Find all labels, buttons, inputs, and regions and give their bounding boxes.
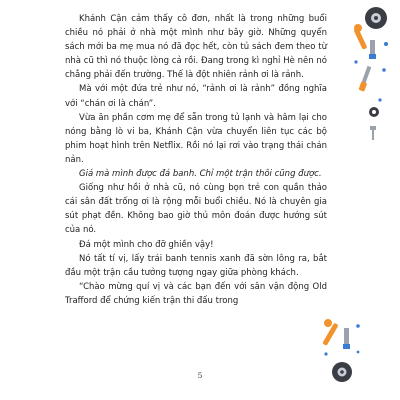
paragraph-2: Mà với một đứa trẻ như nó, “rảnh ơi là rảnh” đồng nghĩa với “chán ơi là chán”. xyxy=(65,84,327,109)
paragraph-6: Đá một mình cho đỡ ghiền vậy! xyxy=(79,239,214,250)
tools-decoration-top xyxy=(350,4,394,154)
bolt-icon xyxy=(370,126,376,140)
paragraph-1: Khánh Cận cảm thấy cô đơn, nhất là trong những buổi chiều nó phải ở nhà một mình như bây giờ. Những quyển sách mới ba mẹ mua nó đã đọc hết, còn tủ sách đem theo từ nhà cũ thì nó thuộc lòng cả rồi. Đang trong kì nghỉ Hè nên nó chẳng phải đến trường. Thế là đột nhiên rảnh ơi là rảnh. xyxy=(65,14,327,81)
paragraph-5: Giống như hồi ở nhà cũ, nó cùng bọn trẻ con quần thảo cái sân đất trống ơi là rộng mỗi buổi chiều. Nó là chuyên gia sút phạt đền. Không bao giờ thủ môn đoán được hướng sút của nó. xyxy=(65,183,327,236)
screwdriver-icon xyxy=(358,66,371,92)
paragraph-3: Vừa ăn phần cơm mẹ để sẵn trong tủ lạnh và hâm lại cho nóng bằng lò vi ba, Khánh Cận vừa chuyển liên tục các bộ phim hoạt hình trên Netflix. Rồi nó lại rơi vào trạng thái chán nản. xyxy=(65,112,327,165)
gear-icon xyxy=(369,107,379,117)
paragraph-7: Nó tất tí vị, lấy trái banh tennis xanh đã sờn lông ra, bắt đầu một trận cầu tưởng tượng ngay giữa phòng khách. xyxy=(65,253,327,278)
story-text xyxy=(65,12,327,308)
wrench-icon xyxy=(322,319,338,346)
spark-plug-icon xyxy=(369,40,376,59)
spark-plug-icon xyxy=(343,328,350,349)
paragraph-8: “Chào mừng quí vị và các bạn đến với sân vận động Old Trafford để chứng kiến trận thi đấu trong xyxy=(65,281,327,306)
wrench-icon xyxy=(354,24,368,50)
tire-icon xyxy=(365,7,387,29)
paragraph-4-thought: Giá mà mình được đá banh. Chỉ một trận thôi cũng được. xyxy=(79,169,322,180)
page-number: 5 xyxy=(197,371,203,380)
